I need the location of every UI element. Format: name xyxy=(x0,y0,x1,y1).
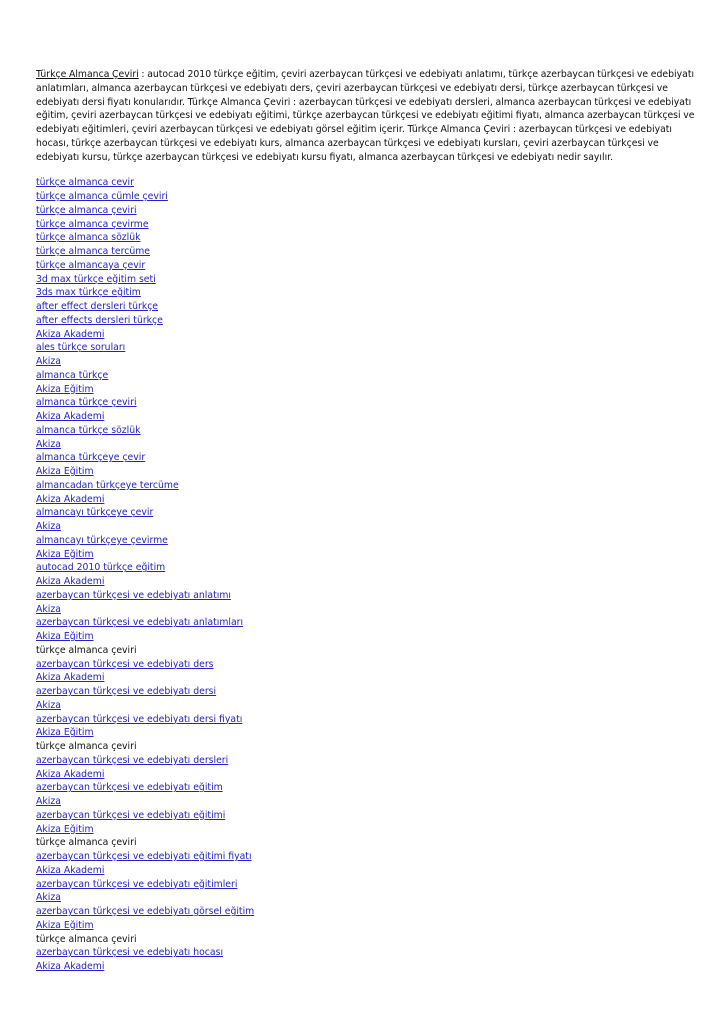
list-item xyxy=(36,905,696,919)
keyword-link[interactable]: ales türkçe soruları xyxy=(36,342,126,354)
list-item xyxy=(36,286,696,300)
keyword-link[interactable]: Akiza Eğitim xyxy=(36,383,94,395)
list-item xyxy=(36,754,696,768)
keyword-link[interactable]: azerbaycan türkçesi ve edebiyatı anlatımı xyxy=(36,589,231,601)
list-item xyxy=(36,176,696,190)
keyword-link[interactable]: Akiza xyxy=(36,603,61,615)
list-item xyxy=(36,328,696,342)
keyword-link[interactable]: azerbaycan türkçesi ve edebiyatı eğitim xyxy=(36,782,223,794)
keyword-link[interactable]: azerbaycan türkçesi ve edebiyatı dersleri xyxy=(36,754,229,766)
list-item xyxy=(36,575,696,589)
keyword-link[interactable]: türkçe almanca çeviri xyxy=(36,204,137,216)
list-item xyxy=(36,396,696,410)
list-item xyxy=(36,960,696,974)
list-item xyxy=(36,630,696,644)
list-item xyxy=(36,768,696,782)
list-item xyxy=(36,465,696,479)
keyword-link[interactable]: almanca türkçe sözlük xyxy=(36,424,141,436)
keyword-link[interactable]: Akiza xyxy=(36,356,61,367)
intro-title-link[interactable]: Türkçe Almanca Çeviri xyxy=(36,69,139,80)
keyword-text: türkçe almanca çeviri xyxy=(36,741,137,752)
list-item xyxy=(36,355,696,369)
list-item xyxy=(36,795,696,809)
list-item xyxy=(36,259,696,273)
list-item xyxy=(36,850,696,864)
list-item xyxy=(36,713,696,727)
keyword-link[interactable]: Akiza Akademi xyxy=(36,493,105,505)
list-item xyxy=(36,424,696,438)
keyword-link[interactable]: Akiza xyxy=(36,438,61,450)
list-item xyxy=(36,823,696,837)
list-item xyxy=(36,864,696,878)
list-item xyxy=(36,726,696,740)
list-item xyxy=(36,534,696,548)
list-item xyxy=(36,451,696,465)
intro-paragraph xyxy=(36,68,696,164)
list-item xyxy=(36,341,696,355)
list-item xyxy=(36,891,696,905)
keyword-link[interactable]: Akiza Akademi xyxy=(36,961,105,972)
list-item xyxy=(36,561,696,575)
list-item xyxy=(36,520,696,534)
keyword-link[interactable]: Akiza Eğitim xyxy=(36,727,94,739)
list-item xyxy=(36,493,696,507)
list-item xyxy=(36,218,696,232)
list-item xyxy=(36,410,696,424)
keyword-link[interactable]: almanca türkçeye çevir xyxy=(36,452,146,464)
keyword-link[interactable]: Akiza xyxy=(36,521,61,532)
keyword-link[interactable]: almanca türkçe çeviri xyxy=(36,397,137,409)
keyword-link[interactable]: Akiza Eğitim xyxy=(36,466,94,477)
keyword-link[interactable]: Akiza xyxy=(36,699,61,711)
list-item xyxy=(36,438,696,452)
keyword-link[interactable]: almancayı türkçeye çevir xyxy=(36,507,154,519)
list-item xyxy=(36,204,696,218)
keyword-link[interactable]: autocad 2010 türkçe eğitim xyxy=(36,562,166,574)
list-item xyxy=(36,300,696,314)
list-item xyxy=(36,644,696,658)
keyword-link[interactable]: azerbaycan türkçesi ve edebiyatı ders xyxy=(36,658,214,670)
keyword-link[interactable]: Akiza Eğitim xyxy=(36,548,94,560)
list-item xyxy=(36,685,696,699)
keyword-link[interactable]: türkçe almanca sözlük xyxy=(36,232,141,244)
keyword-link[interactable]: almanca türkçe xyxy=(36,369,109,381)
list-item xyxy=(36,878,696,892)
list-item xyxy=(36,369,696,383)
keyword-link[interactable]: azerbaycan türkçesi ve edebiyatı dersi xyxy=(36,686,217,697)
keyword-link[interactable]: azerbaycan türkçesi ve edebiyatı dersi fiyatı xyxy=(36,713,243,725)
list-item xyxy=(36,781,696,795)
list-item xyxy=(36,699,696,713)
keyword-link[interactable]: türkçe almanca cevir xyxy=(36,177,134,189)
list-item xyxy=(36,589,696,603)
keyword-link[interactable]: Akiza Akademi xyxy=(36,768,105,780)
list-item xyxy=(36,740,696,754)
list-item xyxy=(36,231,696,245)
keyword-text: türkçe almanca çeviri xyxy=(36,644,137,656)
keyword-text: türkçe almanca çeviri xyxy=(36,837,137,849)
list-item xyxy=(36,479,696,493)
keyword-link[interactable]: Akiza Akademi xyxy=(36,672,105,684)
list-item xyxy=(36,383,696,397)
keyword-link[interactable]: türkçe almancaya çevir xyxy=(36,259,146,271)
list-item xyxy=(36,671,696,685)
list-item xyxy=(36,933,696,947)
keyword-text: türkçe almanca çeviri xyxy=(36,933,137,945)
keyword-link[interactable]: Akiza xyxy=(36,892,61,904)
list-item xyxy=(36,836,696,850)
keyword-link[interactable]: Akiza xyxy=(36,796,61,807)
list-item xyxy=(36,245,696,259)
keyword-link[interactable]: Akiza Akademi xyxy=(36,864,105,876)
keyword-link[interactable]: Akiza Eğitim xyxy=(36,823,94,835)
keyword-link[interactable]: Akiza Akademi xyxy=(36,411,105,422)
list-item xyxy=(36,658,696,672)
list-item xyxy=(36,506,696,520)
list-item xyxy=(36,548,696,562)
list-item xyxy=(36,809,696,823)
list-item xyxy=(36,190,696,204)
keyword-link[interactable]: azerbaycan türkçesi ve edebiyatı eğitimleri xyxy=(36,878,238,890)
list-item xyxy=(36,616,696,630)
keyword-link[interactable]: almancayı türkçeye çevirme xyxy=(36,534,168,546)
keyword-link[interactable]: azerbaycan türkçesi ve edebiyatı görsel eğitim xyxy=(36,906,255,917)
keyword-link[interactable]: 3d max türkçe eğitim seti xyxy=(36,273,156,285)
list-item xyxy=(36,603,696,617)
keyword-link[interactable]: azerbaycan türkçesi ve edebiyatı hocası xyxy=(36,947,224,959)
keyword-link[interactable]: after effects dersleri türkçe xyxy=(36,314,163,326)
keyword-link[interactable]: türkçe almanca cümle çeviri xyxy=(36,191,168,202)
list-item xyxy=(36,273,696,287)
keyword-link[interactable]: 3ds max türkçe eğitim xyxy=(36,287,141,299)
keyword-link[interactable]: Akiza Eğitim xyxy=(36,919,94,931)
keyword-link-list xyxy=(36,176,696,974)
keyword-link[interactable]: Akiza Akademi xyxy=(36,576,105,587)
keyword-link[interactable]: Akiza Akademi xyxy=(36,328,105,340)
list-item xyxy=(36,946,696,960)
keyword-link[interactable]: azerbaycan türkçesi ve edebiyatı eğitimi fiyatı xyxy=(36,851,252,862)
keyword-link[interactable]: türkçe almanca çevirme xyxy=(36,218,149,230)
keyword-link[interactable]: after effect dersleri türkçe xyxy=(36,301,159,312)
keyword-link[interactable]: azerbaycan türkçesi ve edebiyatı anlatımları xyxy=(36,617,244,629)
intro-text: : autocad 2010 türkçe eğitim, çeviri azerbaycan türkçesi ve edebiyatı anlatımı, türkçe azerbaycan türkçesi ve edebiyatı anlatımları, almanca azerbaycan türkçesi ve edebiyatı ders, çeviri azerbaycan türkçesi ve edebiyatı dersi, türkçe azerbaycan türkçesi ve edebiyatı dersi fiyatı konularıdır. Türkçe Almanca Çeviri : azerbaycan türkçesi ve edebiyatı dersleri, almanca azerbaycan türkçesi ve edebiyatı eğitim, çeviri azerbaycan türkçesi ve edebiyatı eğitimi, türkçe azerbaycan türkçesi ve edebiyatı eğitimi fiyatı, almanca azerbaycan türkçesi ve edebiyatı eğitimleri, çeviri azerbaycan türkçesi ve edebiyatı görsel eğitim içerir. Türkçe Almanca Çeviri : azerbaycan türkçesi ve edebiyatı hocası, türkçe azerbaycan türkçesi ve edebiyatı kurs, almanca azerbaycan türkçesi ve edebiyatı kursları, çeviri azerbaycan türkçesi ve edebiyatı kursu, türkçe azerbaycan türkçesi ve edebiyatı kursu fiyatı, almanca azerbaycan türkçesi ve edebiyatı nedir sayılır. xyxy=(36,69,695,163)
keyword-link[interactable]: Akiza Eğitim xyxy=(36,631,94,642)
keyword-link[interactable]: almancadan türkçeye tercüme xyxy=(36,479,179,491)
keyword-link[interactable]: azerbaycan türkçesi ve edebiyatı eğitimi xyxy=(36,809,226,821)
list-item xyxy=(36,919,696,933)
keyword-link[interactable]: türkçe almanca tercüme xyxy=(36,246,150,257)
list-item xyxy=(36,314,696,328)
document-page xyxy=(36,68,696,974)
